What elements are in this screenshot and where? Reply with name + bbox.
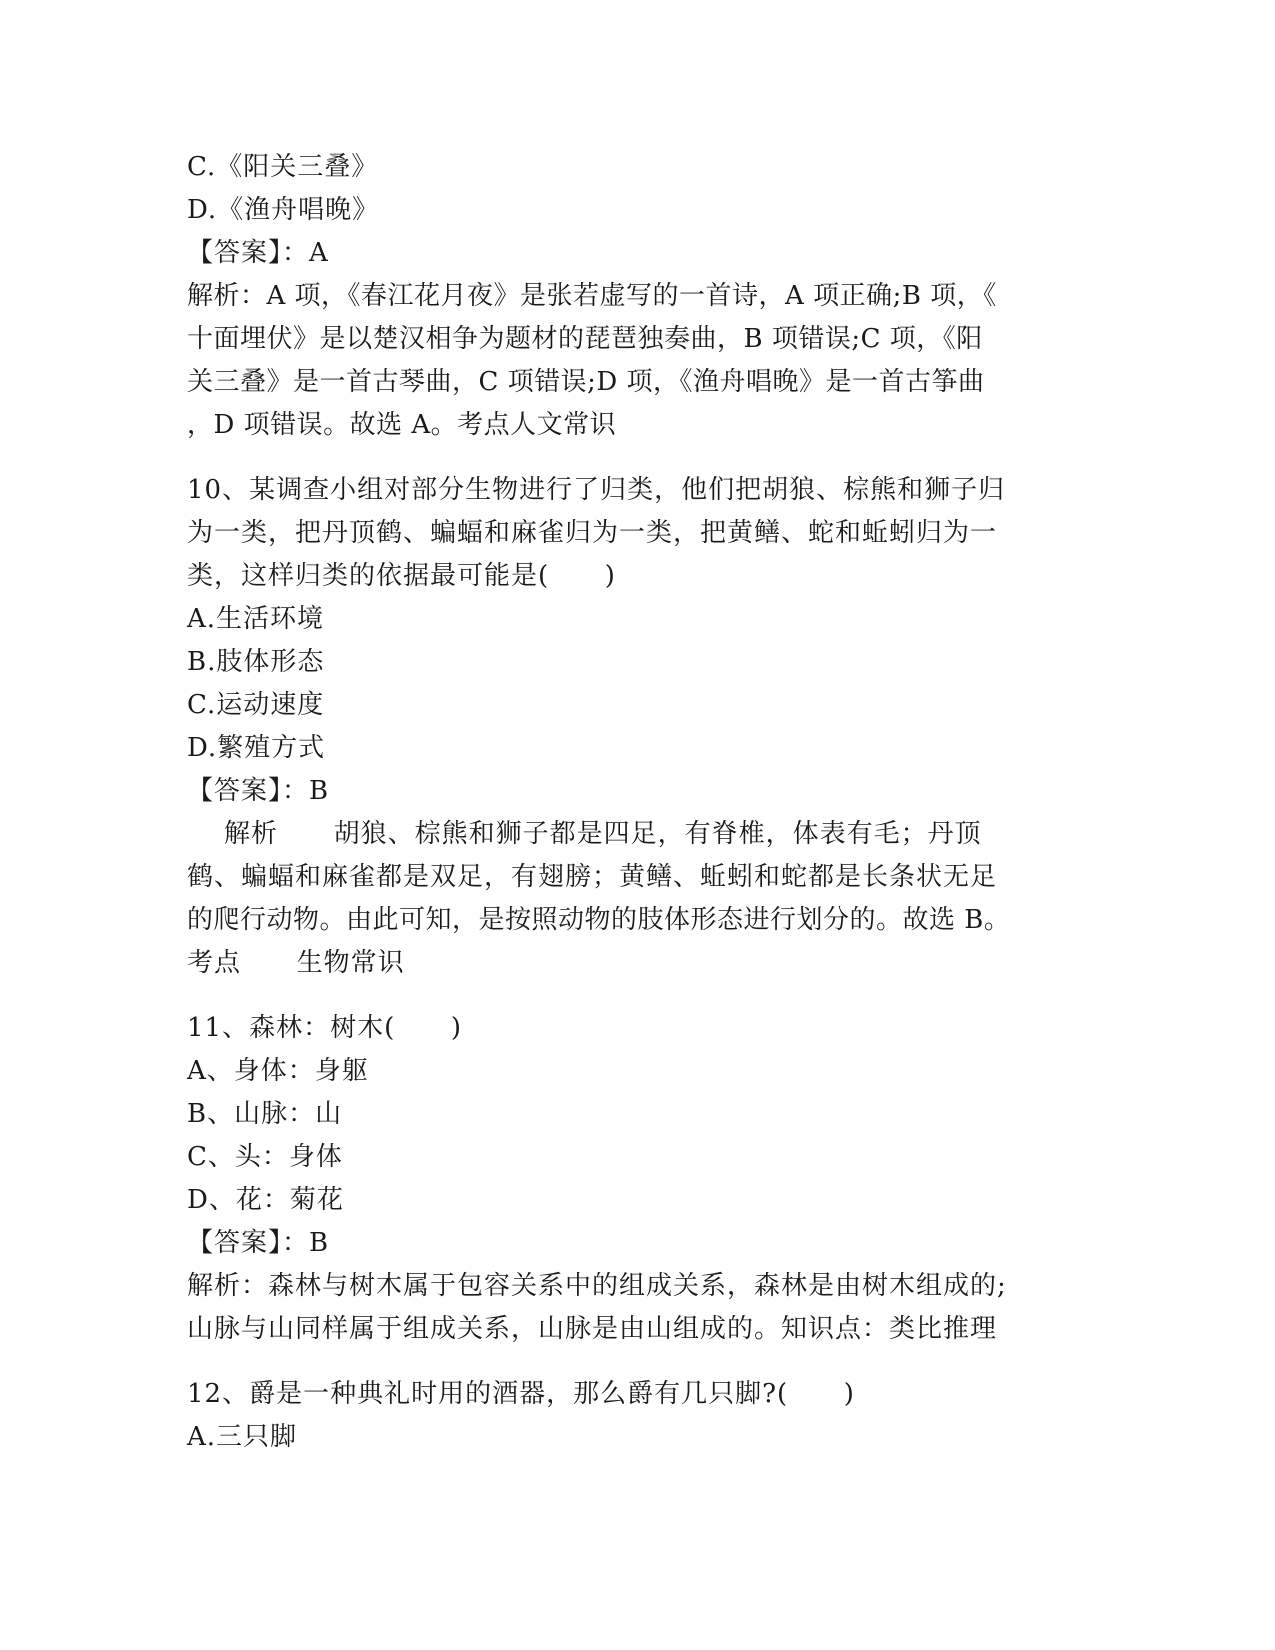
q11-option-d: D、花：菊花 (187, 1185, 344, 1215)
q12-question: 12、爵是一种典礼时用的酒器，那么爵有几只脚?( ) (187, 1379, 855, 1409)
q12-option-a: A.三只脚 (187, 1422, 298, 1452)
q9-analysis-line: 关三叠》是一首古琴曲，C 项错误;D 项，《渔舟唱晚》是一首古筝曲 (187, 367, 985, 397)
q10-question-line: 为一类，把丹顶鹤、蝙蝠和麻雀归为一类，把黄鳝、蛇和蚯蚓归为一 (187, 518, 998, 548)
q11-answer: 【答案】：B (187, 1228, 330, 1258)
q10-question-line: 类，这样归类的依据最可能是( ) (187, 561, 616, 591)
q11-option-a: A、身体：身躯 (187, 1056, 369, 1086)
q10-option-c: C.运动速度 (187, 690, 325, 720)
spacer (187, 985, 1087, 1007)
q9-answer: 【答案】：A (187, 238, 329, 268)
q10-option-a: A.生活环境 (187, 604, 325, 634)
spacer (187, 1351, 1087, 1373)
q9-analysis-line: ，D 项错误。故选 A。考点人文常识 (187, 410, 617, 440)
q9-analysis-line: 十面埋伏》是以楚汉相争为题材的琵琶独奏曲，B 项错误;C 项，《阳 (187, 324, 983, 354)
question-10-block (187, 469, 1087, 985)
q9-option-d: D.《渔舟唱晚》 (187, 195, 380, 225)
q10-question-line: 10、某调查小组对部分生物进行了归类，他们把胡狼、棕熊和狮子归 (187, 475, 1006, 505)
question-11-block (187, 1007, 1087, 1351)
q10-analysis-line: 解析 胡狼、棕熊和狮子都是四足，有脊椎，体表有毛；丹顶 (187, 819, 982, 849)
q11-question: 11、森林：树木( ) (187, 1013, 462, 1043)
q10-option-d: D.繁殖方式 (187, 733, 326, 763)
document-page (187, 146, 1087, 1459)
q10-option-b: B.肢体形态 (187, 647, 325, 677)
q10-analysis-line: 考点 生物常识 (187, 948, 405, 978)
q11-analysis-line: 解析：森林与树木属于包容关系中的组成关系，森林是由树木组成的; (187, 1271, 1007, 1301)
q10-analysis-line: 鹤、蝙蝠和麻雀都是双足，有翅膀；黄鳝、蚯蚓和蛇都是长条状无足 (187, 862, 998, 892)
q10-answer: 【答案】：B (187, 776, 330, 806)
question-12-block (187, 1373, 1087, 1459)
spacer (187, 447, 1087, 469)
q11-option-b: B、山脉：山 (187, 1099, 343, 1129)
q10-analysis-line: 的爬行动物。由此可知，是按照动物的肢体形态进行划分的。故选 B。 (187, 905, 1011, 935)
question-9-block (187, 146, 1087, 447)
q9-analysis-line: 解析：A 项，《春江花月夜》是张若虚写的一首诗，A 项正确;B 项，《 (187, 281, 997, 311)
q11-analysis-line: 山脉与山同样属于组成关系，山脉是由山组成的。知识点：类比推理 (187, 1314, 998, 1344)
q9-option-c: C.《阳关三叠》 (187, 152, 379, 182)
q11-option-c: C、头：身体 (187, 1142, 343, 1172)
